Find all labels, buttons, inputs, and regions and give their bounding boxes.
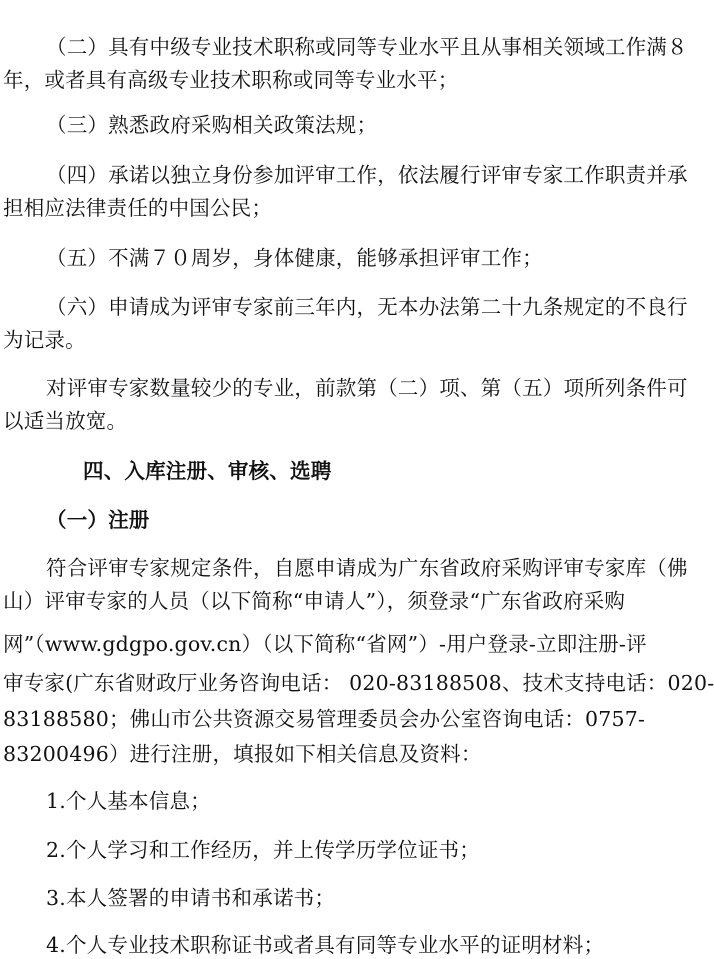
paragraph-line: 年，或者具有高级专业技术职称或同等专业水平； [3, 67, 459, 92]
paragraph-line: 担相应法律责任的中国公民； [3, 195, 273, 220]
paragraph-line: 83200496）进行注册，填报如下相关信息及资料： [3, 741, 482, 766]
paragraph-line: 审专家(广东省财政厅业务咨询电话： 020-83188508、技术支持电话：020- [3, 670, 714, 695]
paragraph-line: （二）具有中级专业技术职称或同等专业水平且从事相关领域工作满８ [46, 34, 688, 59]
paragraph-line: 为记录。 [3, 327, 86, 352]
section-heading: 四、入库注册、审核、选聘 [83, 458, 332, 483]
paragraph-line: 山）评审专家的人员（以下简称“申请人”），须登录“广东省政府采购 [3, 588, 626, 613]
paragraph-line: 对评审专家数量较少的专业，前款第（二）项、第（五）项所列条件可 [46, 375, 688, 400]
paragraph-line: 网”（www.gdgpo.gov.cn）（以下简称“省网”）-用户登录-立即注册-评 [3, 631, 647, 656]
list-item: 2.个人学习和工作经历，并上传学历学位证书； [46, 837, 480, 862]
paragraph-line: （六）申请成为评审专家前三年内，无本办法第二十九条规定的不良行 [46, 294, 688, 319]
paragraph-line: （五）不满７０周岁，身体健康，能够承担评审工作； [46, 245, 543, 270]
list-item: 1.个人基本信息； [46, 788, 211, 813]
list-item: 3.本人签署的申请书和承诺书； [46, 885, 336, 910]
subsection-heading: （一）注册 [46, 507, 150, 532]
paragraph-line: 83188580；佛山市公共资源交易管理委员会办公室咨询电话：0757- [3, 706, 646, 731]
paragraph-line: 以适当放宽。 [3, 408, 128, 433]
paragraph-line: 符合评审专家规定条件，自愿申请成为广东省政府采购评审专家库（佛 [46, 555, 688, 580]
paragraph-line: （三）熟悉政府采购相关政策法规； [46, 112, 378, 137]
paragraph-line: （四）承诺以独立身份参加评审工作，依法履行评审专家工作职责并承 [46, 162, 688, 187]
list-item: 4.个人专业技术职称证书或者具有同等专业水平的证明材料； [46, 932, 605, 957]
